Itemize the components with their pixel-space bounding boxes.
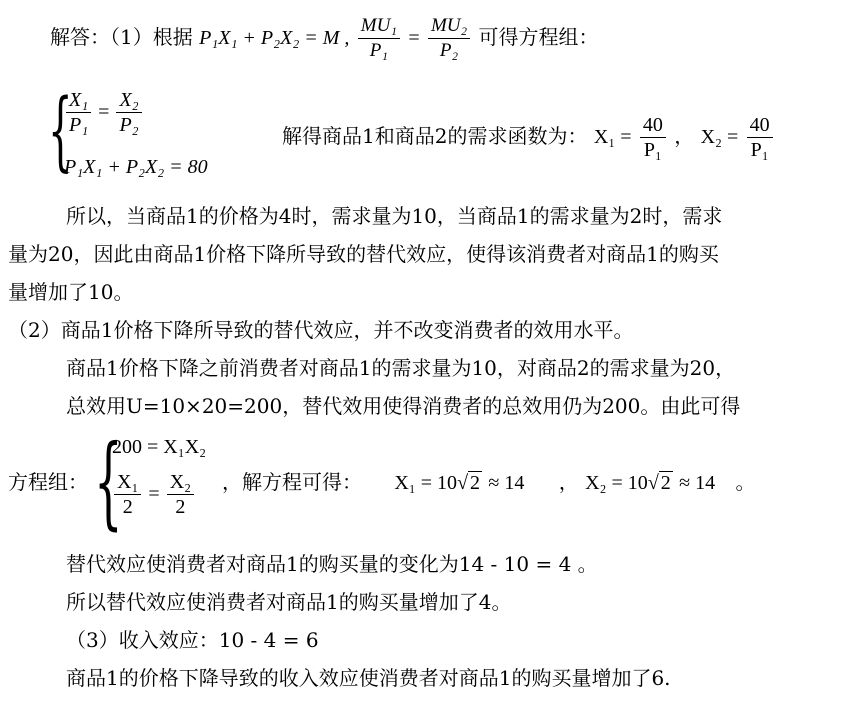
sol2-approx: ≈ 14 bbox=[679, 472, 716, 494]
mu1-over-p1 bbox=[358, 14, 400, 63]
system2-row2 bbox=[112, 470, 196, 519]
x1: X₁ bbox=[66, 88, 91, 113]
x1: X₁ bbox=[114, 470, 141, 495]
mu2: MU₂ bbox=[428, 14, 470, 39]
part2-heading: （2）商品1价格下降所导致的替代效应，并不改变消费者的效用水平。 bbox=[8, 318, 634, 342]
x1-num: 40 bbox=[640, 113, 666, 138]
two: 2 bbox=[175, 496, 186, 518]
radicand: 2 bbox=[660, 472, 671, 494]
demand-text: 解得商品1和商品2的需求函数为： bbox=[282, 124, 588, 148]
substitution-change: 替代效应使消费者对商品1的购买量的变化为14 - 10 = 4 。 bbox=[66, 552, 598, 576]
budget-equation: P₁X₁ + P₂X₂ = M , bbox=[199, 27, 350, 49]
x2-over-p2 bbox=[116, 88, 141, 137]
x1-den: P₁ bbox=[643, 139, 662, 161]
p1: P₁ bbox=[369, 40, 388, 61]
sol1-approx: ≈ 14 bbox=[488, 472, 525, 494]
mu1: MU₁ bbox=[358, 14, 400, 39]
solution-line bbox=[222, 468, 756, 497]
sol2-radicand bbox=[659, 469, 673, 497]
para1-line3: 量增加了10。 bbox=[8, 280, 134, 304]
x2-over-2 bbox=[167, 470, 194, 519]
part3-heading: （3）收入效应：10 - 4 = 6 bbox=[66, 628, 319, 652]
equals-sign: = bbox=[408, 27, 420, 49]
equals-sign: = bbox=[98, 101, 110, 123]
x1-lhs: X₁ = bbox=[593, 126, 632, 148]
para1-line2: 量为20，因此由商品1价格下降所导致的替代效应，使得该消费者对商品1的购买 bbox=[8, 242, 719, 266]
substitution-conclusion: 所以替代效应使消费者对商品1的购买量增加了4。 bbox=[66, 590, 512, 614]
x2-num: 40 bbox=[747, 113, 773, 138]
answer-intro-line bbox=[50, 14, 598, 63]
x1-fraction bbox=[640, 113, 666, 162]
x2-den: P₁ bbox=[750, 139, 769, 161]
income-conclusion: 商品1的价格下降导致的收入效应使消费者对商品1的购买量增加了6. bbox=[66, 666, 671, 690]
sol1-lhs: X₁ = 10 bbox=[394, 472, 458, 494]
part2-line-a: 商品1价格下降之前消费者对商品1的需求量为10，对商品2的需求量为20， bbox=[66, 356, 736, 380]
x1-over-2 bbox=[114, 470, 141, 519]
p2: P₂ bbox=[119, 114, 139, 136]
separator: ， bbox=[674, 124, 695, 148]
system1-row1 bbox=[64, 88, 144, 137]
system1-brace: { bbox=[48, 81, 73, 181]
x1-over-p1 bbox=[66, 88, 91, 137]
system1-row2: P₁X₁ + P₂X₂ = 80 bbox=[64, 156, 208, 178]
para1-line1: 所以，当商品1的价格为4时，需求量为10，当商品1的需求量为2时，需求 bbox=[66, 204, 723, 228]
sqrt-symbol: √ bbox=[457, 472, 469, 494]
equals-sign: = bbox=[148, 483, 160, 505]
separator: ， bbox=[558, 470, 579, 494]
part2-line-b: 总效用U=10×20=200，替代效用使得消费者的总效用仍为200。由此可得 bbox=[66, 394, 741, 418]
sol2-lhs: X₂ = 10 bbox=[585, 472, 648, 494]
x2-lhs: X₂ = bbox=[700, 126, 739, 148]
system2-label: 方程组： bbox=[8, 470, 88, 494]
answer-prefix: 解答：（1）根据 bbox=[50, 25, 193, 49]
system2-row1: 200 = X₁X₂ bbox=[112, 436, 207, 458]
x2-fraction bbox=[747, 113, 773, 162]
sol1-radicand bbox=[468, 469, 482, 497]
sqrt-symbol: √ bbox=[647, 472, 659, 494]
system2-brace: { bbox=[94, 423, 123, 540]
x2: X₂ bbox=[116, 88, 141, 113]
two: 2 bbox=[122, 496, 133, 518]
solve-text: ，解方程可得： bbox=[222, 470, 362, 494]
x2: X₂ bbox=[167, 470, 194, 495]
p2: P₂ bbox=[439, 40, 459, 61]
demand-line bbox=[282, 108, 775, 165]
end-mark: 。 bbox=[735, 470, 756, 494]
radicand: 2 bbox=[470, 472, 481, 494]
mu2-over-p2 bbox=[428, 14, 470, 63]
answer-suffix: 可得方程组： bbox=[478, 25, 599, 49]
p1: P₁ bbox=[69, 114, 89, 136]
